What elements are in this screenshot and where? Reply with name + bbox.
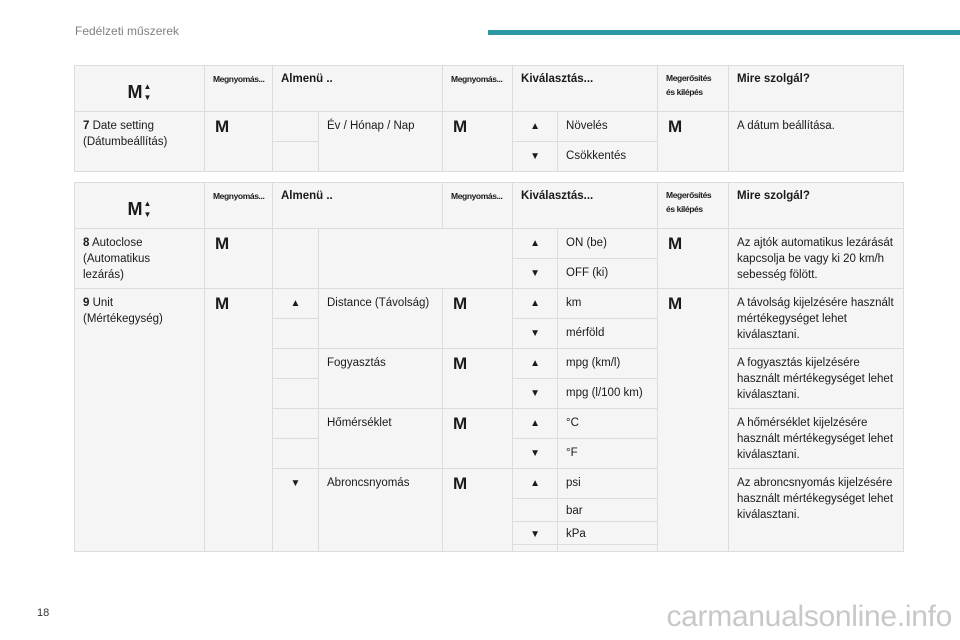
autoclose-on: ON (be) [558, 229, 658, 259]
autoclose-off: OFF (ki) [558, 259, 658, 289]
unit-temperature-label: Hőmérséklet [319, 409, 443, 469]
table-header-row [75, 183, 904, 229]
empty-cell [513, 545, 558, 552]
header-confirm: Megerősítés és kilépés [658, 66, 729, 112]
unit-distance-mile: mérföld [558, 319, 658, 349]
unit-tyre-purpose: Az abroncsnyomás kijelzésére használt mértékegységet lehet kiválasztani. [729, 469, 904, 552]
menu-button-icon: M [658, 229, 729, 289]
table-row [75, 289, 904, 319]
header-purpose: Mire szolgál? [729, 183, 904, 229]
menu-button-icon: M [658, 289, 729, 552]
header-select: Kiválasztás... [513, 66, 658, 112]
menu-button-icon: M [443, 112, 513, 172]
unit-tyre-bar: bar [558, 499, 658, 522]
header-press-1: Megnyomás... [205, 66, 273, 112]
empty-cell [273, 229, 319, 289]
unit-temperature-celsius: °C [558, 409, 658, 439]
menu-button-icon: M [443, 409, 513, 469]
down-arrow-icon: ▼ [513, 379, 558, 409]
table-row [75, 112, 904, 142]
header-press-1: Megnyomás... [205, 183, 273, 229]
date-purpose: A dátum beállítása. [729, 112, 904, 172]
page-header-title: Fedélzeti műszerek [75, 24, 180, 38]
unit-distance-label: Distance (Távolság) [319, 289, 443, 349]
menu-button-icon: M [205, 229, 273, 289]
header-select: Kiválasztás... [513, 183, 658, 229]
empty-cell [513, 499, 558, 522]
header-submenu: Almenü .. [273, 66, 443, 112]
autoclose-label: 8 Autoclose (Automatikus lezárás) [75, 229, 205, 289]
unit-tyre-label: Abroncsnyomás [319, 469, 443, 552]
empty-cell [273, 142, 319, 172]
down-arrow-icon: ▼ [513, 259, 558, 289]
unit-label: 9 Unit (Mértékegység) [75, 289, 205, 552]
unit-consumption-opt2: mpg (l/100 km) [558, 379, 658, 409]
up-arrow-icon: ▲ [513, 112, 558, 142]
up-arrow-icon: ▲ [513, 289, 558, 319]
down-arrow-icon: ▼ [513, 522, 558, 545]
settings-table [74, 182, 904, 552]
header-icon-cell [75, 183, 205, 229]
up-arrow-icon: ▲ [513, 409, 558, 439]
empty-cell [273, 349, 319, 379]
table-header-row [75, 66, 904, 112]
unit-consumption-label: Fogyasztás [319, 349, 443, 409]
down-arrow-icon: ▼ [513, 319, 558, 349]
empty-cell [558, 545, 658, 552]
header-submenu: Almenü .. [273, 183, 443, 229]
header-press-2: Megnyomás... [443, 183, 513, 229]
menu-button-icon: M [443, 469, 513, 552]
menu-up-down-icon: M ▲ ▼ [127, 81, 152, 102]
unit-distance-km: km [558, 289, 658, 319]
header-purpose: Mire szolgál? [729, 66, 904, 112]
empty-cell [273, 319, 319, 349]
up-arrow-icon: ▲ [513, 469, 558, 499]
menu-up-down-icon: M ▲ ▼ [127, 198, 152, 219]
up-arrow-icon: ▲ [273, 289, 319, 319]
unit-tyre-kpa: kPa [558, 522, 658, 545]
unit-temperature-purpose: A hőmérséklet kijelzésére használt mértékegységet lehet kiválasztani. [729, 409, 904, 469]
unit-consumption-opt1: mpg (km/l) [558, 349, 658, 379]
unit-temperature-fahrenheit: °F [558, 439, 658, 469]
empty-cell [273, 379, 319, 409]
empty-cell [273, 439, 319, 469]
date-decrease: Csökkentés [558, 142, 658, 172]
autoclose-purpose: Az ajtók automatikus lezárását kapcsolja be vagy ki 20 km/h sebesség fölött. [729, 229, 904, 289]
menu-button-icon: M [443, 349, 513, 409]
menu-button-icon: M [205, 112, 273, 172]
date-setting-label: 7 Date setting (Dátumbeállítás) [75, 112, 205, 172]
empty-cell [273, 112, 319, 142]
up-arrow-icon: ▲ [513, 229, 558, 259]
watermark: carmanualsonline.info [666, 600, 952, 633]
unit-consumption-purpose: A fogyasztás kijelzésére használt mértékegységet lehet kiválasztani. [729, 349, 904, 409]
up-arrow-icon: ▲ [513, 349, 558, 379]
unit-tyre-psi: psi [558, 469, 658, 499]
header-icon-cell [75, 66, 205, 112]
date-setting-table [74, 65, 904, 172]
menu-button-icon: M [205, 289, 273, 552]
header-accent-bar [488, 30, 960, 35]
table-row [75, 229, 904, 259]
down-arrow-icon: ▼ [273, 469, 319, 552]
date-submenu: Év / Hónap / Nap [319, 112, 443, 172]
unit-distance-purpose: A távolság kijelzésére használt mértékegységet lehet kiválasztani. [729, 289, 904, 349]
header-confirm: Megerősítés és kilépés [658, 183, 729, 229]
header-press-2: Megnyomás... [443, 66, 513, 112]
empty-cell [273, 409, 319, 439]
menu-button-icon: M [658, 112, 729, 172]
empty-cell [319, 229, 513, 289]
page-number: 18 [37, 607, 50, 619]
date-increase: Növelés [558, 112, 658, 142]
down-arrow-icon: ▼ [513, 142, 558, 172]
menu-button-icon: M [443, 289, 513, 349]
down-arrow-icon: ▼ [513, 439, 558, 469]
